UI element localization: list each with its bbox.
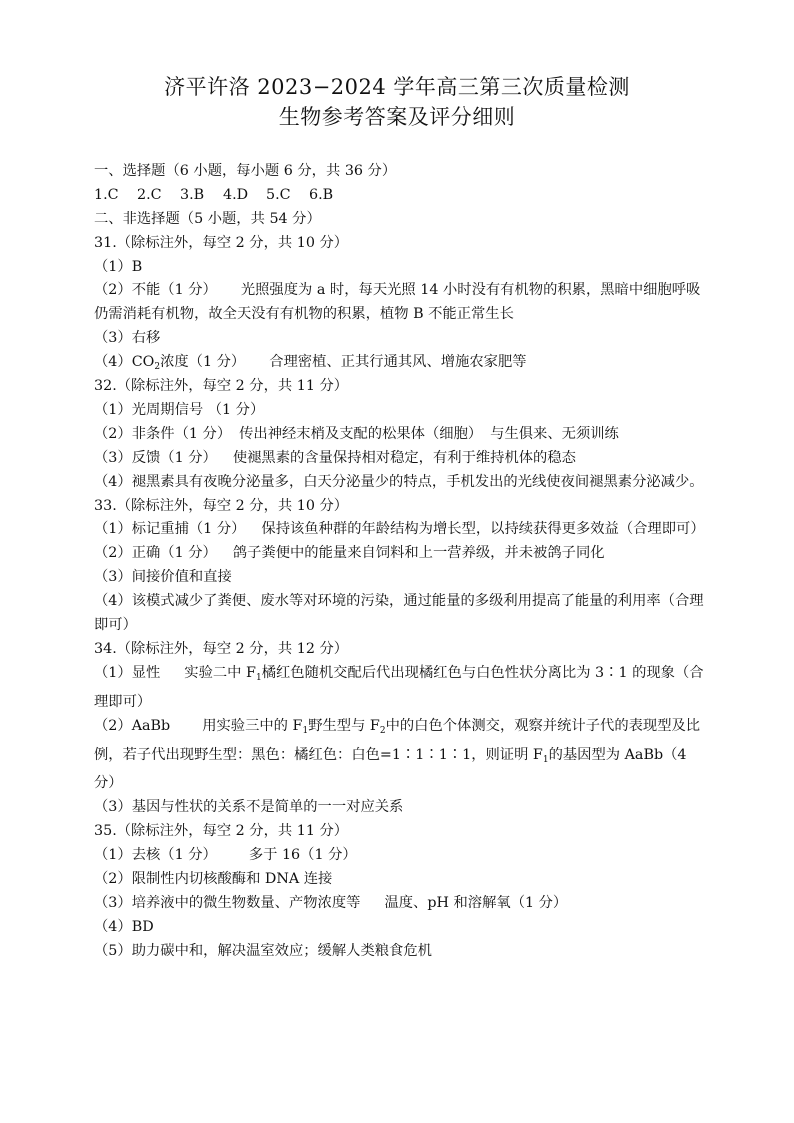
q33-heading: 33.（除标注外，每空 2 分，共 10 分） (94, 497, 349, 514)
q31-heading: 31.（除标注外，每空 2 分，共 10 分） (94, 234, 349, 251)
q35-answer-2: （2）限制性内切核酸酶和 DNA 连接 (94, 871, 333, 887)
q35-answer-3 (94, 892, 706, 916)
q32-answer-3-a: （3）反馈（1 分） (94, 449, 217, 466)
q34-answer-1-sub: 1 (255, 672, 262, 683)
q31-answer-3: （3）右移 (94, 330, 161, 347)
mc-answer-6: 6.B (309, 186, 334, 203)
q33-answer-2-a: （2）正确（1 分） (94, 545, 217, 562)
q35-heading: 35.（除标注外，每空 2 分，共 11 分） (94, 823, 349, 840)
document-subtitle: 生物参考答案及评分细则 (278, 105, 516, 129)
document-title: 济平许洛 2023−2024 学年高三第三次质量检测 (164, 75, 630, 99)
q34-answer-1-b1: 实验二中 F (184, 664, 256, 681)
q31-answer-2 (94, 279, 706, 327)
q32-answer-3-b: 使褪黑素的含量保持相对稳定，有利于维持机体的稳态 (232, 449, 576, 466)
q33-answer-2-b: 鸽子粪便中的能量来自饲料和上一营养级，并未被鸽子同化 (232, 545, 605, 562)
q33-answer-1-a: （1）标记重捕（1 分） (94, 521, 246, 538)
q32-answer-2-c: 与生俱来、无须训练 (490, 425, 619, 442)
q33-answer-4: （4）该模式减少了粪便、废水等对环境的污染，通过能量的多级利用提高了能量的利用率（合理即可） (94, 593, 704, 633)
q34-answer-2-b4: 的基因型为 AaBb（4 分） (94, 746, 687, 792)
q31-answer-4-post: 浓度（1 分） (160, 354, 246, 371)
q33-answer-3: （3）间接价值和直接 (94, 569, 232, 586)
q34-answer-2-a: （2）AaBb (94, 717, 171, 734)
q35-answer-1-b: 多于 16（1 分） (248, 847, 357, 864)
q32-answer-4: （4）褪黑素具有夜晚分泌量多，白天分泌量少的特点，手机发出的光线使夜间褪黑素分泌减少。 (94, 473, 704, 490)
q34-answer-2-b1: 用实验三中的 F (202, 717, 303, 734)
q34-answer-3: （3）基因与性状的关系不是简单的一一对应关系 (94, 799, 404, 816)
q34-answer-2-sub1: 1 (302, 725, 309, 736)
q31-answer-1: （1）B (94, 258, 143, 275)
q35-answer-4: （4）BD (94, 918, 154, 935)
mc-answer-2: 2.C (137, 186, 162, 203)
q34-answer-2-sub2: 2 (379, 725, 386, 736)
mc-answer-1: 1.C (94, 186, 119, 203)
q34-answer-1 (94, 662, 706, 715)
mc-answer-5: 5.C (266, 186, 291, 203)
q34-answer-1-b2: 橘红色随机交配后代出现橘红色与白色性状分离比为 3∶1 的现象（合理即可） (94, 664, 704, 710)
q35-answer-1-a: （1）去核（1 分） (94, 847, 217, 864)
q31-answer-2-b: 光照强度为 a 时，每天光照 14 小时没有有机物的积累，黑暗中细胞呼吸仍需消耗有机物，故全天没有有机物的积累，植物 B 不能正常生长 (94, 282, 701, 323)
q35-answer-5: （5）助力碳中和，解决温室效应；缓解人类粮食危机 (94, 942, 432, 959)
q35-answer-3-a: （3）培养液中的微生物数量、产物浓度等 (94, 894, 361, 911)
answer-body (94, 160, 706, 964)
part1-heading: 一、选择题（6 小题，每小题 6 分，共 36 分） (94, 163, 397, 179)
q34-answer-2-b2: 野生型与 F (308, 717, 380, 734)
part2-heading: 二、非选择题（5 小题，共 54 分） (94, 210, 321, 227)
q32-answer-2-b: 传出神经末梢及支配的松果体（细胞） (239, 425, 483, 442)
q34-answer-1-a: （1）显性 (94, 664, 161, 681)
q31-answer-4-sub: 2 (154, 362, 161, 373)
q34-answer-2-b3: 中的白色个体测交，观察并统计子代的表现型及比例，若子代出现野生型：黑色：橘红色：白色=1∶1∶1∶1，则证明 F (94, 717, 701, 763)
q31-answer-2-a: （2）不能（1 分） (94, 282, 217, 299)
q35-answer-3-b: 温度、pH 和溶解氧（1 分） (384, 894, 568, 911)
q34-answer-2 (94, 715, 706, 797)
q33-answer-2 (94, 542, 706, 566)
q32-answer-1: （1）光周期信号 （1 分） (94, 401, 265, 418)
mc-answer-3: 3.B (180, 186, 205, 203)
q31-answer-4-pre: （4）CO (94, 354, 155, 371)
q33-answer-1-b: 保持该鱼种群的年龄结构为增长型，以持续获得更多效益（合理即可） (261, 521, 705, 538)
q32-answer-2-a: （2）非条件（1 分） (94, 425, 232, 442)
multiple-choice-answers (94, 184, 706, 208)
q31-answer-4-b: 合理密植、正其行通其风、增施农家肥等 (269, 354, 527, 371)
q34-answer-2-sub3: 1 (542, 754, 549, 765)
q32-answer-3 (94, 447, 706, 471)
q32-heading: 32.（除标注外，每空 2 分，共 11 分） (94, 378, 349, 395)
mc-answer-4: 4.D (223, 186, 249, 203)
q31-answer-4 (94, 351, 706, 375)
q34-heading: 34.（除标注外，每空 2 分，共 12 分） (94, 640, 349, 657)
q35-answer-1 (94, 844, 706, 868)
q32-answer-2 (94, 423, 706, 447)
q33-answer-1 (94, 518, 706, 542)
